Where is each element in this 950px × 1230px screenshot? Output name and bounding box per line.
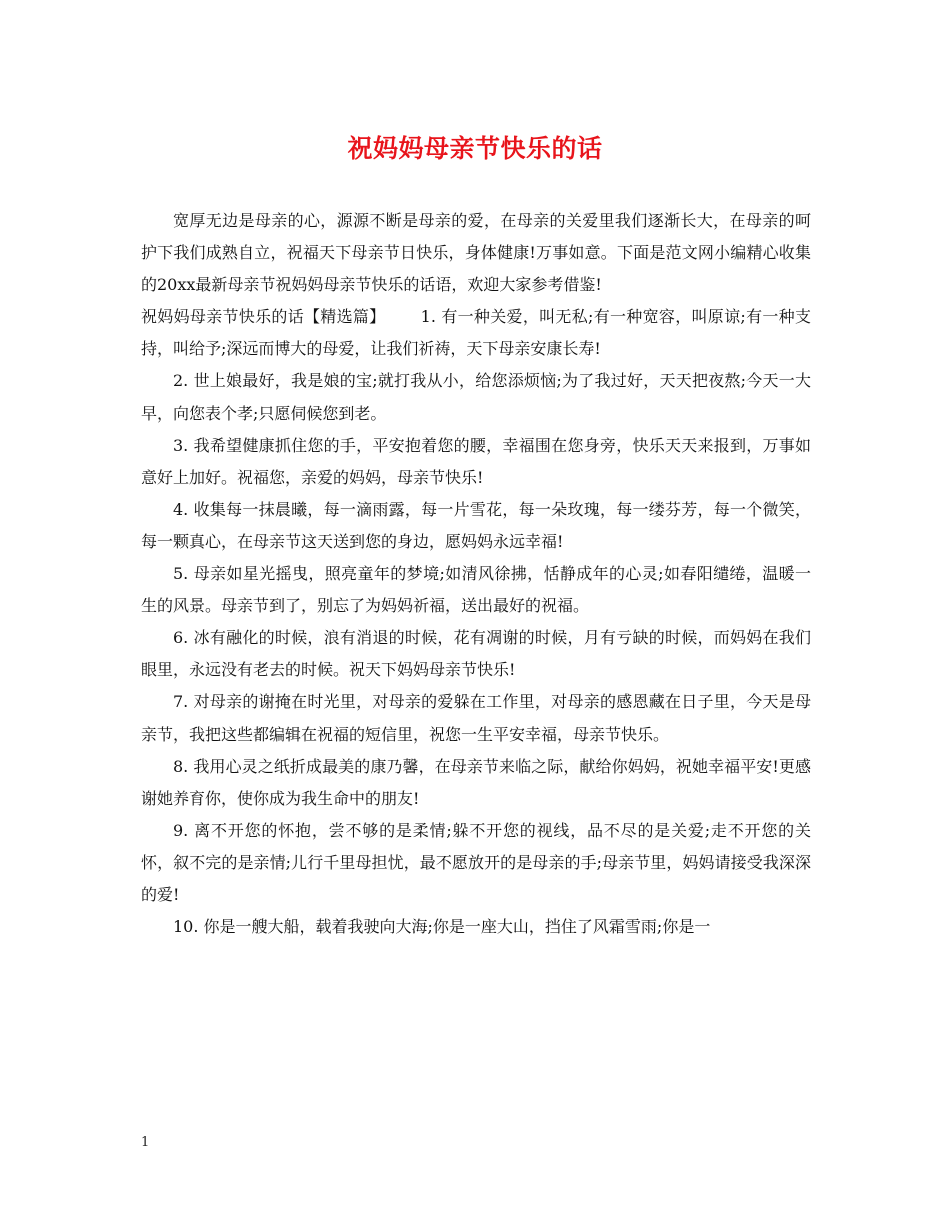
list-item: 5. 母亲如星光摇曳，照亮童年的梦境;如清风徐拂，恬静成年的心灵;如春阳缱绻，温暖一生的风景。母亲节到了，别忘了为妈妈祈福，送出最好的祝福。 xyxy=(141,564,811,616)
list-item: 10. 你是一艘大船，载着我驶向大海;你是一座大山，挡住了风霜雪雨;你是一 xyxy=(173,917,711,937)
list-item: 2. 世上娘最好，我是娘的宝;就打我从小，给您添烦恼;为了我过好，天天把夜熬;今天一大早，向您表个孝;只愿伺候您到老。 xyxy=(141,371,811,423)
list-item: 9. 离不开您的怀抱，尝不够的是柔情;躲不开您的视线，品不尽的是关爱;走不开您的关怀，叙不完的是亲情;儿行千里母担忧，最不愿放开的是母亲的手;母亲节里，妈妈请接受我深深的爱! xyxy=(141,820,811,904)
section-paragraph xyxy=(141,301,811,365)
list-item: 6. 冰有融化的时候，浪有消退的时候，花有凋谢的时候，月有亏缺的时候，而妈妈在我们眼里，永远没有老去的时候。祝天下妈妈母亲节快乐! xyxy=(141,628,811,680)
list-item: 3. 我希望健康抓住您的手，平安抱着您的腰，幸福围在您身旁，快乐天天来报到，万事如意好上加好。祝福您，亲爱的妈妈，母亲节快乐! xyxy=(141,435,811,487)
list-item: 8. 我用心灵之纸折成最美的康乃馨，在母亲节来临之际，献给你妈妈，祝她幸福平安!更感谢她养育你，使你成为我生命中的朋友! xyxy=(141,756,811,808)
list-item: 4. 收集每一抹晨曦，每一滴雨露，每一片雪花，每一朵玫瑰，每一缕芬芳，每一个微笑，每一颗真心，在母亲节这天送到您的身边，愿妈妈永远幸福! xyxy=(141,499,811,551)
page-title: 祝妈妈母亲节快乐的话 xyxy=(347,134,603,163)
page-number: 1 xyxy=(141,1135,150,1150)
intro-paragraph: 宽厚无边是母亲的心，源源不断是母亲的爱，在母亲的关爱里我们逐渐长大，在母亲的呵护下我们成熟自立，祝福天下母亲节日快乐，身体健康!万事如意。下面是范文网小编精心收集的20xx最新母亲节祝妈妈母亲节快乐的话语，欢迎大家参考借鉴! xyxy=(141,211,811,295)
document-body xyxy=(141,205,811,943)
list-item: 1. 有一种关爱，叫无私;有一种宽容，叫原谅;有一种支持，叫给予;深远而博大的母爱，让我们祈祷，天下母亲安康长寿! xyxy=(141,307,811,359)
section-label: 祝妈妈母亲节快乐的话【精选篇】 xyxy=(141,307,386,327)
list-item: 7. 对母亲的谢掩在时光里，对母亲的爱躲在工作里，对母亲的感恩藏在日子里，今天是母亲节，我把这些都编辑在祝福的短信里，祝您一生平安幸福，母亲节快乐。 xyxy=(141,692,811,744)
